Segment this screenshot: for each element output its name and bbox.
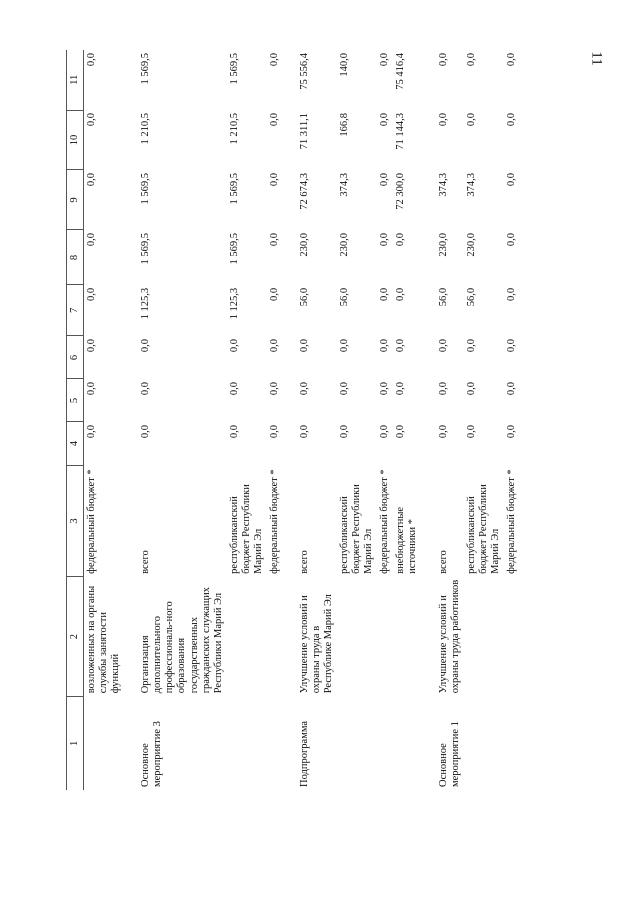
- table-row: [84, 50, 125, 790]
- row-title-cell: [227, 577, 267, 696]
- value-cell: 0,0: [437, 113, 449, 127]
- table-row: [504, 50, 520, 790]
- row-title-cell: возложенных на органы службы занятости функций: [86, 585, 122, 694]
- row-level-cell: [504, 696, 520, 790]
- row-title-cell: Улучшение условий и охраны труда работников: [437, 579, 461, 694]
- value-cell: 0,0: [86, 53, 98, 67]
- value-cell: 0,0: [298, 381, 310, 396]
- value-cell: 75 416,4: [395, 53, 407, 90]
- table-row: [283, 50, 337, 790]
- value-cell: 0,0: [437, 381, 449, 396]
- value-cell: 140,0: [339, 53, 351, 77]
- value-cell: 230,0: [339, 232, 351, 257]
- value-cell: 0,0: [379, 381, 391, 396]
- value-cell: 0,0: [140, 338, 152, 353]
- row-title-cell: [464, 577, 504, 696]
- value-cell: 0,0: [86, 381, 98, 396]
- funding-source-cell: внебюджетные источники *: [395, 506, 419, 574]
- value-cell: 1 569,5: [228, 232, 240, 265]
- value-cell: 1 210,5: [140, 113, 152, 145]
- value-cell: 0,0: [268, 53, 280, 67]
- value-cell: 0,0: [395, 232, 407, 247]
- row-level-cell: [464, 696, 504, 790]
- value-cell: 0,0: [339, 381, 351, 396]
- value-cell: 0,0: [86, 287, 98, 302]
- row-level-cell: [393, 696, 421, 790]
- funding-source-cell: федеральный бюджет *: [86, 469, 98, 574]
- value-cell: 374,3: [437, 173, 449, 197]
- table-body: [84, 50, 520, 790]
- column-header: 5: [67, 379, 84, 422]
- value-cell: 0,0: [465, 53, 477, 67]
- table-row: [124, 50, 226, 790]
- value-cell: 1 569,5: [228, 53, 240, 85]
- funding-source-cell: всего: [140, 550, 152, 574]
- value-cell: 0,0: [505, 287, 517, 302]
- value-cell: 0,0: [465, 425, 477, 439]
- value-cell: 71 144,3: [395, 113, 407, 150]
- value-cell: 0,0: [298, 425, 310, 439]
- funding-source-cell: республиканский бюджет Республики Марий Эл: [228, 484, 264, 574]
- value-cell: 230,0: [437, 232, 449, 257]
- value-cell: 0,0: [268, 113, 280, 127]
- column-header: 3: [67, 465, 84, 577]
- value-cell: 1 569,5: [140, 173, 152, 205]
- value-cell: 0,0: [268, 173, 280, 187]
- row-level-cell: [377, 696, 393, 790]
- value-cell: 0,0: [395, 338, 407, 353]
- value-cell: 0,0: [505, 173, 517, 187]
- value-cell: 56,0: [298, 287, 310, 307]
- column-header: 8: [67, 230, 84, 285]
- table-row: [267, 50, 283, 790]
- value-cell: 71 311,1: [298, 113, 310, 150]
- budget-table-rotated: [66, 50, 606, 790]
- row-title-cell: Организация дополнительного профессиональ-ного образования государственных гражданских служащих Республики Марий Эл: [140, 587, 224, 694]
- column-header: 4: [67, 422, 84, 465]
- table-row: [227, 50, 267, 790]
- row-level-cell: Основное мероприятие 1: [437, 721, 461, 787]
- value-cell: 0,0: [379, 425, 391, 439]
- value-cell: 0,0: [505, 425, 517, 439]
- table-row: [464, 50, 504, 790]
- column-header: 2: [67, 577, 84, 696]
- row-level-cell: Основное мероприятие 3: [140, 721, 164, 787]
- row-title-cell: Улучшение условий и охраны труда в Республике Марий Эл: [298, 594, 335, 694]
- value-cell: 0,0: [505, 232, 517, 247]
- value-cell: 56,0: [437, 287, 449, 307]
- table-row: [393, 50, 421, 790]
- value-cell: 0,0: [339, 425, 351, 439]
- value-cell: 0,0: [228, 381, 240, 396]
- row-title-cell: [377, 577, 393, 696]
- column-header: 7: [67, 285, 84, 336]
- funding-source-cell: республиканский бюджет Республики Марий Эл: [339, 484, 375, 574]
- row-level-cell: [84, 696, 125, 790]
- value-cell: 0,0: [228, 338, 240, 353]
- value-cell: 56,0: [339, 287, 351, 307]
- value-cell: 0,0: [339, 338, 351, 353]
- value-cell: 0,0: [268, 287, 280, 302]
- value-cell: 0,0: [505, 113, 517, 127]
- value-cell: 0,0: [268, 425, 280, 439]
- value-cell: 374,3: [465, 173, 477, 197]
- value-cell: 0,0: [86, 232, 98, 247]
- value-cell: 0,0: [395, 381, 407, 396]
- value-cell: 0,0: [437, 425, 449, 439]
- value-cell: 0,0: [268, 232, 280, 247]
- table-row: [377, 50, 393, 790]
- table-row: [422, 50, 464, 790]
- value-cell: 0,0: [379, 338, 391, 353]
- page-number: 11: [588, 51, 605, 66]
- value-cell: 0,0: [437, 338, 449, 353]
- value-cell: 0,0: [268, 381, 280, 396]
- row-level-cell: [227, 696, 267, 790]
- value-cell: 0,0: [465, 338, 477, 353]
- value-cell: 0,0: [379, 287, 391, 302]
- row-level-cell: [337, 696, 377, 790]
- funding-source-cell: всего: [298, 550, 310, 574]
- value-cell: 0,0: [395, 425, 407, 439]
- value-cell: 0,0: [437, 53, 449, 67]
- value-cell: 166,8: [339, 113, 351, 137]
- table-row: [337, 50, 377, 790]
- value-cell: 0,0: [298, 338, 310, 353]
- row-level-cell: Подпрограмма: [298, 720, 310, 787]
- value-cell: 1 569,5: [140, 232, 152, 265]
- value-cell: 0,0: [379, 173, 391, 187]
- budget-table: [66, 50, 520, 790]
- row-title-cell: [337, 577, 377, 696]
- value-cell: 72 300,0: [395, 173, 407, 210]
- column-header: 1: [67, 696, 84, 790]
- value-cell: 0,0: [86, 113, 98, 127]
- value-cell: 0,0: [86, 425, 98, 439]
- value-cell: 56,0: [465, 287, 477, 307]
- header-row: [67, 50, 84, 790]
- value-cell: 75 556,4: [298, 53, 310, 90]
- value-cell: 1 210,5: [228, 113, 240, 145]
- value-cell: 1 125,3: [228, 287, 240, 320]
- value-cell: 230,0: [298, 232, 310, 257]
- value-cell: 0,0: [395, 287, 407, 302]
- value-cell: 1 569,5: [228, 173, 240, 205]
- funding-source-cell: федеральный бюджет *: [268, 469, 280, 574]
- column-header: 9: [67, 170, 84, 230]
- value-cell: 0,0: [86, 338, 98, 353]
- funding-source-cell: федеральный бюджет *: [505, 469, 517, 574]
- column-header: 11: [67, 50, 84, 110]
- value-cell: 230,0: [465, 232, 477, 257]
- funding-source-cell: всего: [437, 550, 449, 574]
- value-cell: 0,0: [505, 338, 517, 353]
- value-cell: 0,0: [228, 425, 240, 439]
- value-cell: 0,0: [86, 173, 98, 187]
- funding-source-cell: республиканский бюджет Республики Марий Эл: [465, 484, 501, 574]
- value-cell: 0,0: [465, 381, 477, 396]
- value-cell: 1 125,3: [140, 287, 152, 320]
- row-title-cell: [393, 577, 421, 696]
- row-level-cell: [267, 696, 283, 790]
- value-cell: 0,0: [140, 381, 152, 396]
- value-cell: 0,0: [379, 232, 391, 247]
- value-cell: 0,0: [379, 53, 391, 67]
- value-cell: 0,0: [379, 113, 391, 127]
- value-cell: 374,3: [339, 173, 351, 197]
- funding-source-cell: федеральный бюджет *: [379, 469, 391, 574]
- value-cell: 0,0: [268, 338, 280, 353]
- value-cell: 72 674,3: [298, 173, 310, 210]
- value-cell: 1 569,5: [140, 53, 152, 85]
- value-cell: 0,0: [505, 381, 517, 396]
- row-title-cell: [267, 577, 283, 696]
- value-cell: 0,0: [140, 425, 152, 439]
- value-cell: 0,0: [505, 53, 517, 67]
- column-header: 10: [67, 110, 84, 170]
- value-cell: 0,0: [465, 113, 477, 127]
- row-title-cell: [504, 577, 520, 696]
- column-header: 6: [67, 336, 84, 379]
